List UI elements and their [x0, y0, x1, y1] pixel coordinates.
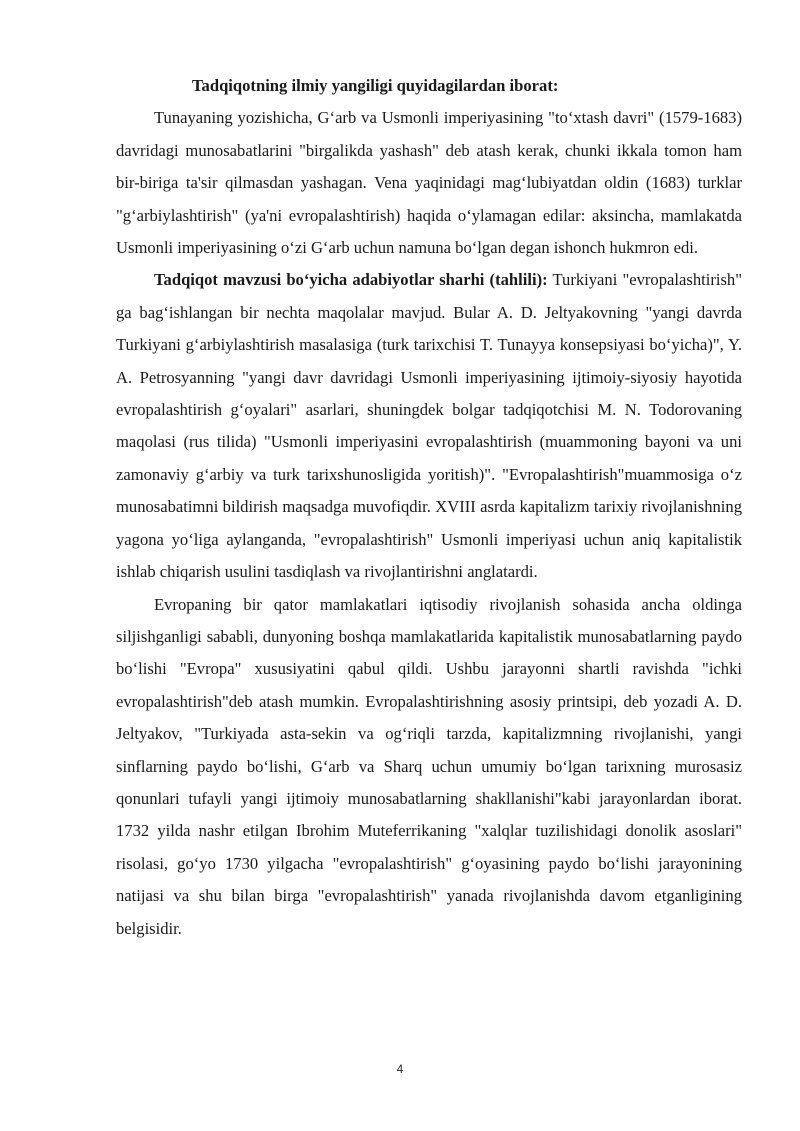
page-content: [116, 70, 742, 945]
section-heading: Tadqiqotning ilmiy yangiligi quyidagilardan iborat:: [192, 76, 559, 95]
paragraph-text: Evropaning bir qator mamlakatlari iqtisodiy rivojlanish sohasida ancha oldinga siljishganligi sababli, dunyoning boshqa mamlakatlarida kapitalistik munosabatlarning paydo bo‘lishi "Evropa" xususiyatini qabul qildi. Ushbu jarayonni shartli ravishda "ichki evropalashtirish"deb atash mumkin. Evropalashtirishning asosiy printsipi, deb yozadi A. D. Jeltyakov, "Turkiyada asta-sekin va og‘riqli tarzda, kapitalizmning rivojlanishi, yangi sinflarning paydo bo‘lishi, G‘arb va Sharq uchun umumiy bo‘lgan tarixning murosasiz qonunlari tufayli yangi ijtimoiy munosabatlarning shakllanishi"kabi jarayonlardan iborat. 1732 yilda nashr etilgan Ibrohim Muteferrikaning "xalqlar tuzilishidagi donolik asoslari" risolasi, go‘yo 1730 yilgacha "evropalashtirish" g‘oyasining paydo bo‘lishi jarayonining natijasi va shu bilan birga "evropalashtirish" yanada rivojlanishda davom etganligining belgisidir.: [116, 594, 742, 938]
paragraph-lead-bold: Tadqiqot mavzusi bo‘yicha adabiyotlar sharhi (tahlili):: [154, 270, 548, 290]
paragraph-text: Tunayaning yozishicha, G‘arb va Usmonli imperiyasining "to‘xtash davri" (1579-1683) davridagi munosabatlarini "birgalikda yashash" deb atash kerak, chunki ikkala tomon ham bir-biriga ta'sir qilmasdan yashagan. Vena yaqinidagi mag‘lubiyatdan oldin (1683) turklar "g‘arbiylashtirish" (ya'ni evropalashtirish) haqida o‘ylamagan edilar: aksincha, mamlakatda Usmonli imperiyasining o‘zi G‘arb uchun namuna bo‘lgan degan ishonch hukmron edi.: [116, 108, 742, 258]
paragraph-novelty: [116, 102, 742, 264]
paragraph-europeanization: [116, 589, 742, 945]
page-number: 4: [396, 1064, 404, 1076]
paragraph-text: Turkiyani "evropalashtirish" ga bag‘ishlangan bir nechta maqolalar mavjud. Bular A. D. Jeltyakovning "yangi davrda Turkiyani g‘arbiylashtirish masalasiga (turk tarixchisi T. Tunayya konsepsiyasi bo‘yicha)", Y. A. Petrosyanning "yangi davr davridagi Usmonli imperiyasining ijtimoiy-siyosiy hayotida evropalashtirish g‘oyalari" asarlari, shuningdek bolgar tadqiqotchisi M. N. Todorovaning maqolasi (rus tilida) "Usmonli imperiyasini evropalashtirish (muammoning bayoni va uni zamonaviy g‘arbiy va turk tarixshunosligida yoritish)". "Evropalashtirish"muammosiga o‘z munosabatimni bildirish maqsadga muvofiqdir. XVIII asrda kapitalizm tarixiy rivojlanishning yagona yo‘liga aylanganda, "evropalashtirish" Usmonli imperiyasi uchun aniq kapitalistik ishlab chiqarish usulini tasdiqlash va rivojlantirishni anglatardi.: [116, 270, 742, 582]
paragraph-literature-review: [116, 264, 742, 588]
